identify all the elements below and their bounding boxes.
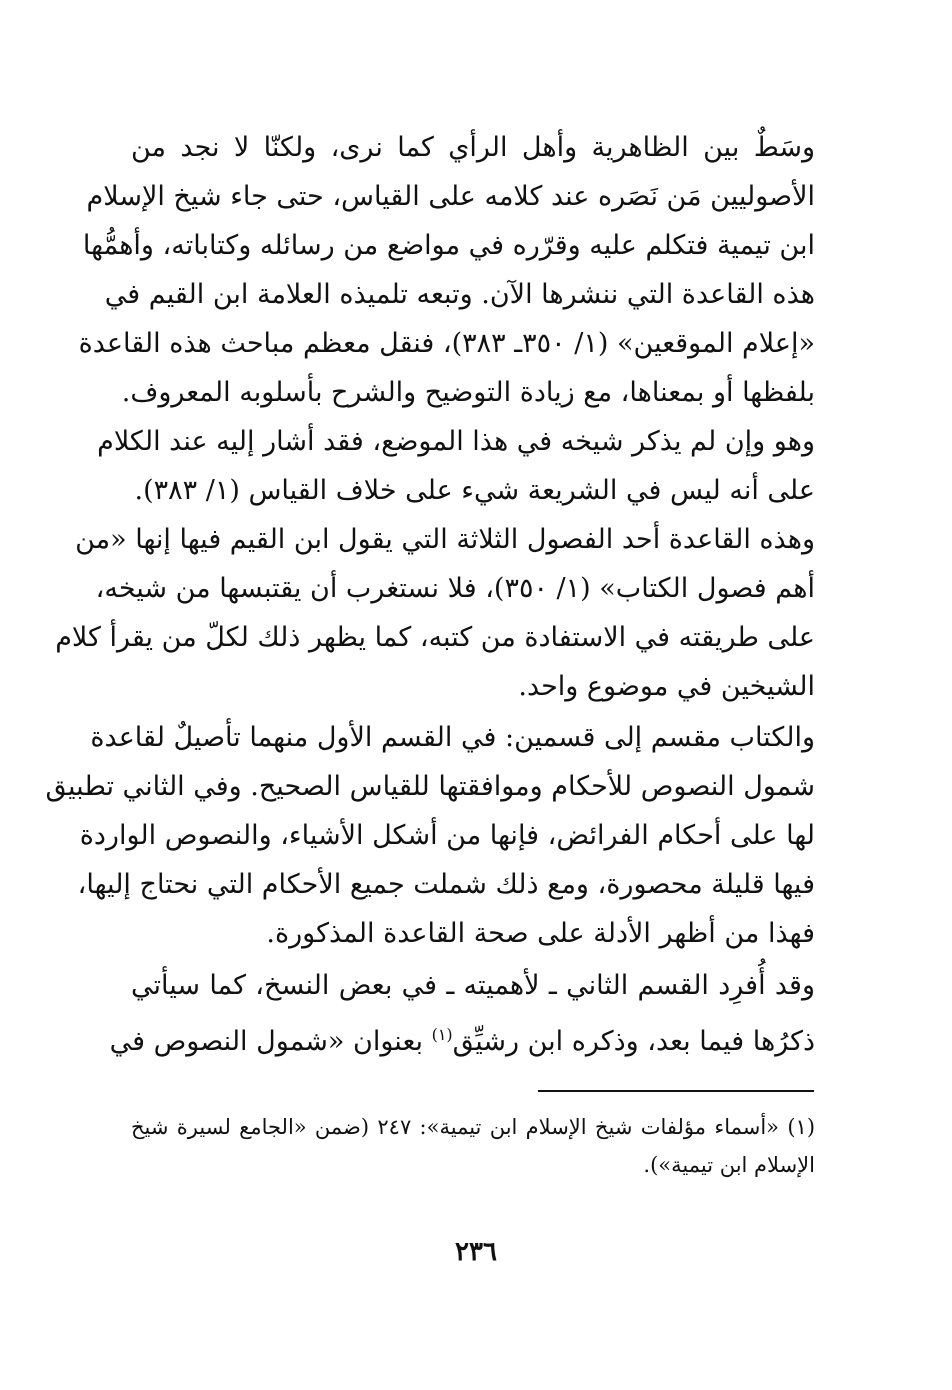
footnote-reference: (١) (431, 1025, 453, 1044)
text-line: ابن تيمية فتكلم عليه وقرّره في مواضع من رسائله وكتاباته، وأهمُّها (82, 230, 815, 261)
text-line: «إعلام الموقعين» (١/ ٣٥٠ـ ٣٨٣)، فنقل معظم مباحث هذه القاعدة (78, 328, 815, 359)
text-line: فهذا من أظهر الأدلة على صحة القاعدة المذكورة. (266, 918, 815, 949)
text-line: الشيخين في موضوع واحد. (518, 671, 815, 702)
text-line: الأصوليين مَن نَصَره عند كلامه على القياس، حتى جاء شيخ الإسلام (86, 181, 815, 212)
text-line: وسَطٌ بين الظاهرية وأهل الرأي كما نرى، ولكنّا لا نجد من (131, 132, 815, 163)
text-line: شمول النصوص للأحكام وموافقتها للقياس الصحيح. وفي الثاني تطبيق (45, 771, 815, 802)
footnote-line: الإسلام ابن تيمية»). (643, 1153, 815, 1177)
text-line: أهم فصول الكتاب» (١/ ٣٥٠)، فلا نستغرب أن يقتبسها من شيخه، (95, 573, 815, 604)
text-line: وقد أُفرِد القسم الثاني ـ لأهميته ـ في بعض النسخ، كما سيأتي (131, 970, 815, 1001)
text-line: بلفظها أو بمعناها، مع زيادة التوضيح والشرح بأسلوبه المعروف. (121, 377, 815, 408)
text-line: والكتاب مقسم إلى قسمين: في القسم الأول منهما تأصيلٌ لقاعدة (90, 722, 815, 753)
text-segment: ذكرُها فيما بعد، وذكره ابن رشيِّق (452, 1026, 815, 1057)
text-line: على طريقته في الاستفادة من كتبه، كما يظهر ذلك لكلّ من يقرأ كلام (55, 622, 815, 653)
text-line: فيها قليلة محصورة، ومع ذلك شملت جميع الأحكام التي نحتاج إليها، (77, 869, 815, 900)
text-segment: بعنوان «شمول النصوص في (109, 1026, 432, 1057)
footnote-line: (١) «أسماء مؤلفات شيخ الإسلام ابن تيمية»: ٢٤٧ (ضمن «الجامع لسيرة شيخ (131, 1115, 816, 1139)
text-line: هذه القاعدة التي ننشرها الآن. وتبعه تلميذه العلامة ابن القيم في (104, 279, 815, 310)
footnote-separator (538, 1090, 814, 1092)
text-line: على أنه ليس في الشريعة شيء على خلاف القياس (١/ ٣٨٣). (134, 475, 815, 506)
page-number: ٢٣٦ (455, 1237, 497, 1267)
text-line: لها على أحكام الفرائض، فإنها من أشكل الأشياء، والنصوص الواردة (79, 820, 815, 851)
text-line-with-footnote (109, 1009, 815, 1061)
text-line: وهو وإن لم يذكر شيخه في هذا الموضع، فقد أشار إليه عند الكلام (97, 426, 815, 457)
text-line: وهذه القاعدة أحد الفصول الثلاثة التي يقول ابن القيم فيها إنها «من (75, 524, 815, 555)
